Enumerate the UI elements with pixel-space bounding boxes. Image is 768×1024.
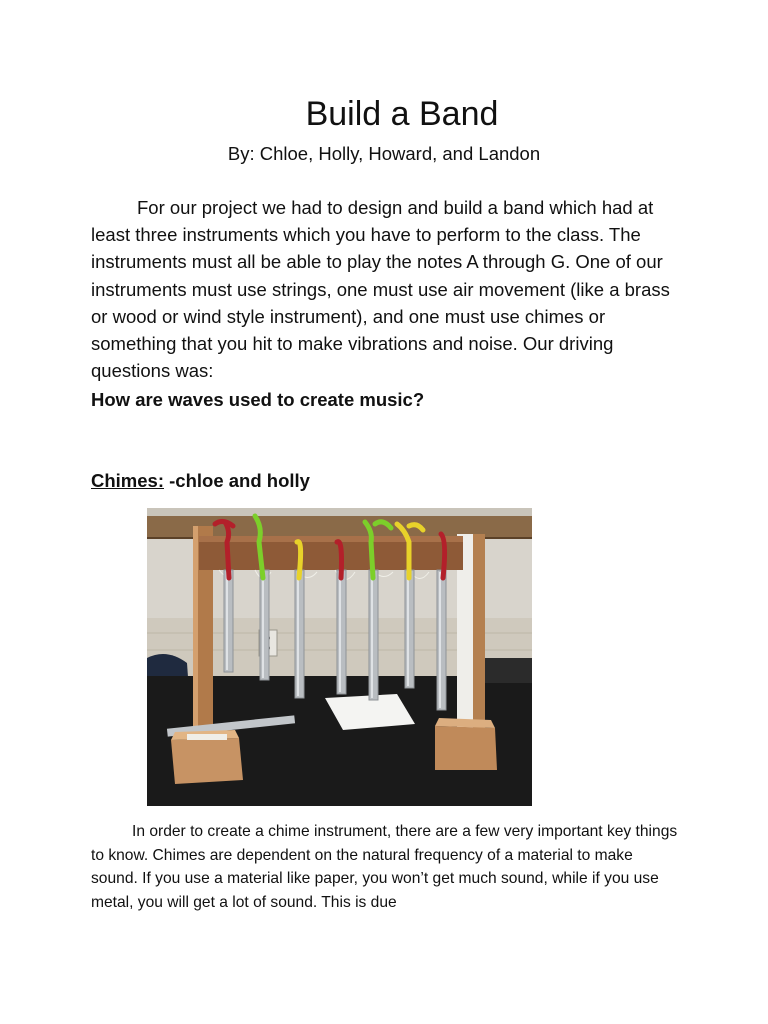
chimes-section-authors: -chloe and holly bbox=[164, 470, 310, 491]
intro-paragraph bbox=[91, 194, 691, 384]
chime-instrument-photo bbox=[147, 508, 532, 806]
chimes-section-heading bbox=[91, 467, 310, 494]
chimes-paragraph-text: In order to create a chime instrument, there are a few very important key things to know. Chimes are dependent on the natural frequency of a material to make sound. If you use a material like paper, you won’t get much sound, while if you use metal, you will get a lot of sound. This is due bbox=[91, 823, 678, 911]
document-byline: By: Chloe, Holly, Howard, and Landon bbox=[227, 143, 541, 164]
chimes-section-label: Chimes: bbox=[91, 470, 164, 491]
document-title: Build a Band bbox=[305, 95, 499, 133]
intro-paragraph-text: For our project we had to design and build a band which had at least three instruments which you have to perform to the class. The instruments must all be able to play the notes A through G. One of our instruments must use strings, one must use air movement (like a brass or wood or wind style instrument), and one must use chimes or something that you hit to make vibrations and noise. Our driving questions was: bbox=[91, 197, 670, 382]
chimes-paragraph bbox=[91, 820, 683, 914]
driving-question: How are waves used to create music? bbox=[91, 389, 425, 410]
